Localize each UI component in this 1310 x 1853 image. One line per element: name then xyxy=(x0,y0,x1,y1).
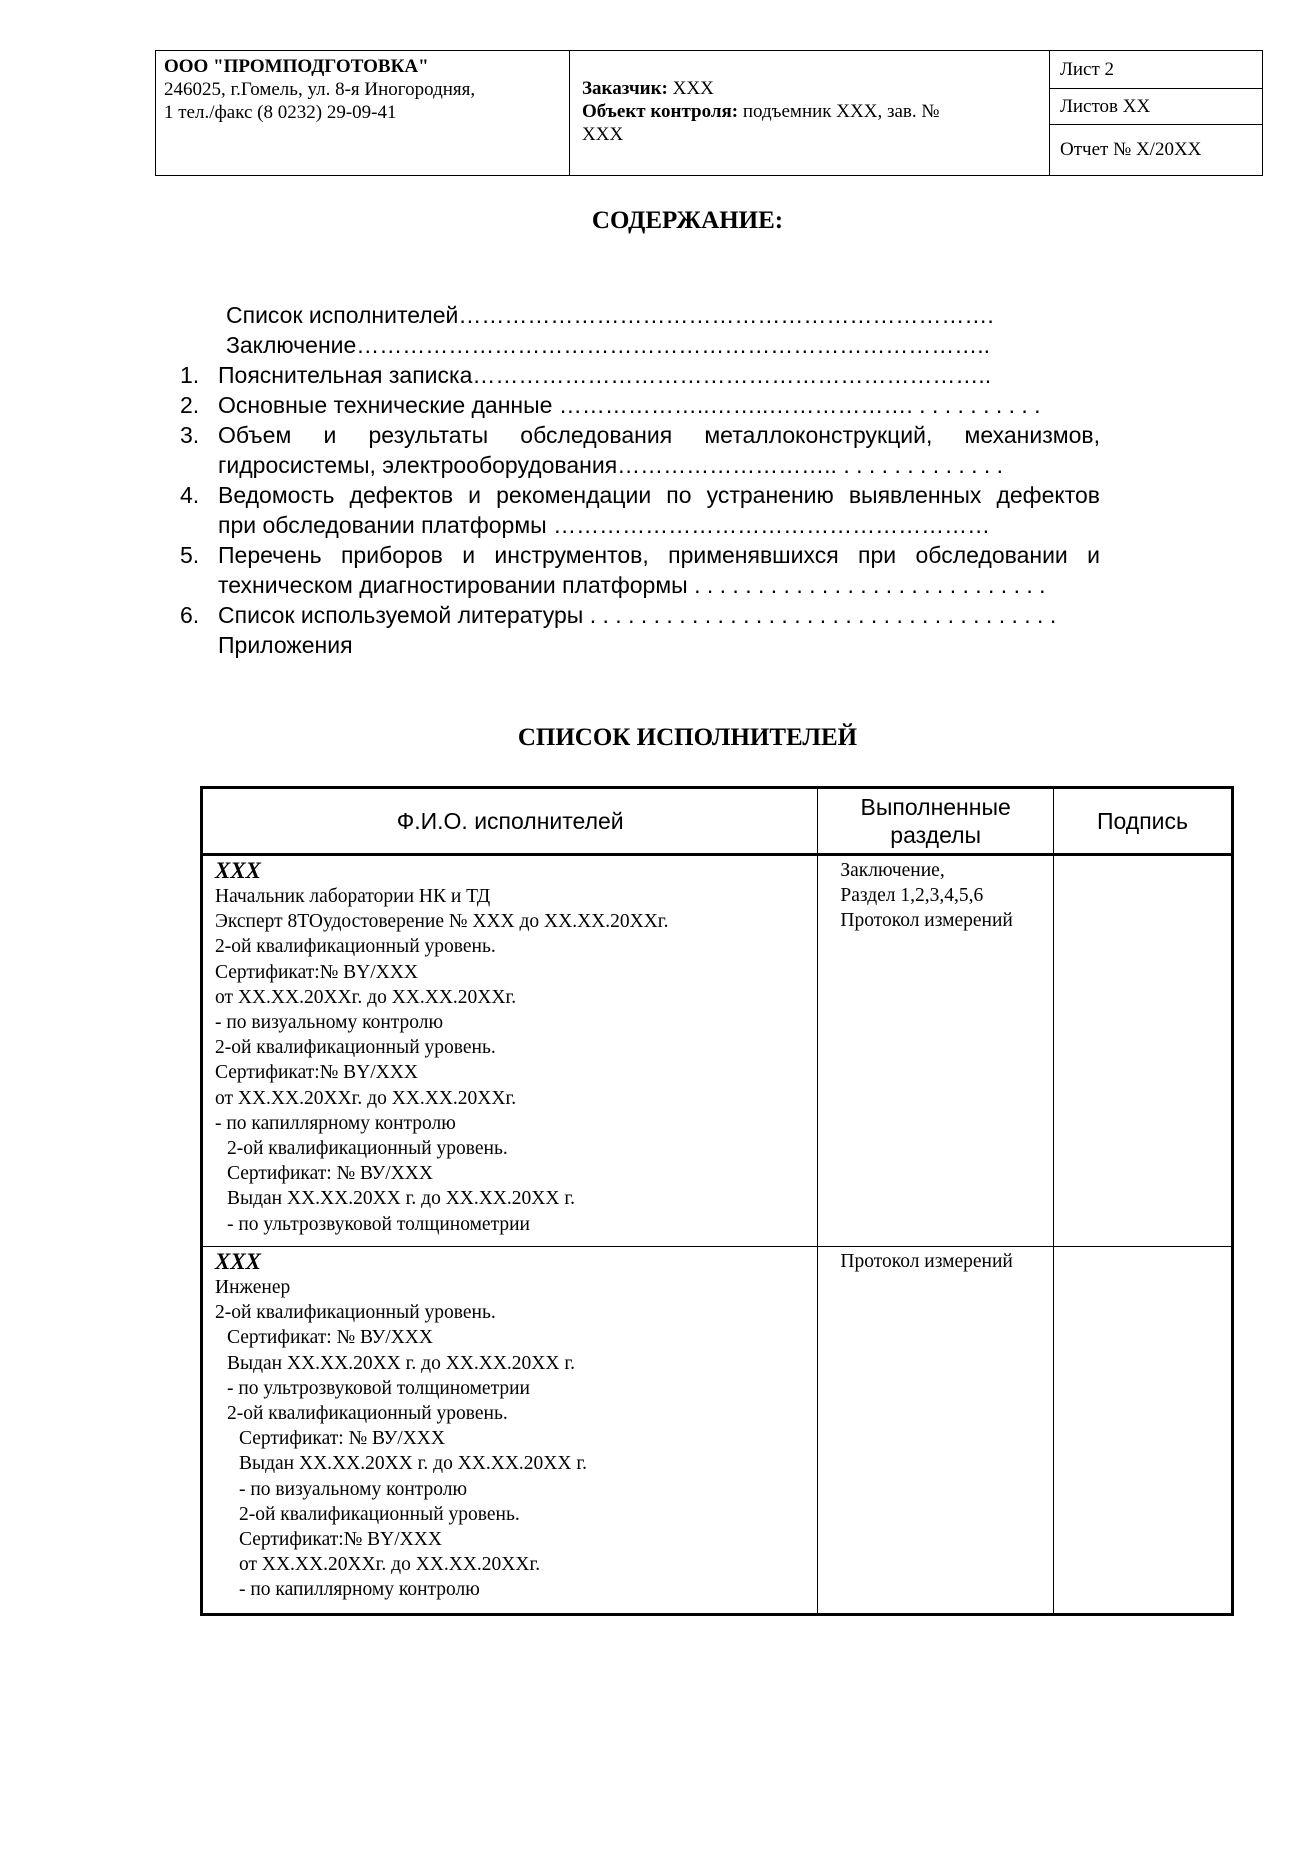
performer-detail-line: Сертификат:№ BY/ХХХ xyxy=(239,1529,442,1551)
sheet-count: Листов ХХ xyxy=(1050,88,1262,124)
toc-item-text xyxy=(218,600,1100,630)
performer-detail-line: Инженер xyxy=(215,1277,291,1298)
performer-detail-line: от ХХ.ХХ.20ХХг. до ХХ.ХХ.20ХХг. xyxy=(215,1087,517,1109)
performer-detail-line: Сертификат:№ BY/ХХХ xyxy=(215,961,418,983)
performer-detail-line: Выдан ХХ.ХХ.20ХХ г. до ХХ.ХХ.20ХХ г. xyxy=(227,1352,576,1374)
performer-detail-line: 2-ой квалификационный уровень. xyxy=(227,1403,508,1425)
performer-detail-line: от ХХ.ХХ.20ХХг. до ХХ.ХХ.20ХХг. xyxy=(239,1554,541,1576)
performer-name: ХХХ xyxy=(215,858,262,883)
signature-cell xyxy=(1053,855,1232,1247)
toc-item-plain: Список исполнителей……………………………………………………………. xyxy=(226,302,994,328)
toc-item-text xyxy=(218,390,1100,420)
sections-cell xyxy=(818,855,1054,1247)
performer-detail-line: Сертификат: № ВУ/ХХХ xyxy=(227,1327,433,1349)
performer-detail-line: 2-ой квалификационный уровень. xyxy=(215,936,496,958)
sections-cell xyxy=(818,1247,1054,1615)
performer-detail-line: 2-ой квалификационный уровень. xyxy=(239,1503,520,1525)
column-header-sections: Выполненные разделы xyxy=(818,788,1054,855)
performer-detail-line: 2-ой квалификационный уровень. xyxy=(227,1138,508,1160)
performer-detail-line: Выдан ХХ.ХХ.20ХХ г. до ХХ.ХХ.20ХХ г. xyxy=(227,1188,576,1210)
toc-item-number: 6. xyxy=(180,602,200,628)
toc-item-text xyxy=(218,540,1100,600)
performer-detail-line: от ХХ.ХХ.20ХХг. до ХХ.ХХ.20ХХг. xyxy=(215,986,517,1008)
toc-item-number: 4. xyxy=(180,482,200,508)
customer-block xyxy=(570,51,1050,175)
performer-detail-line: Выдан ХХ.ХХ.20ХХ г. до ХХ.ХХ.20ХХ г. xyxy=(239,1453,588,1475)
performer-detail-line: - по капиллярному контролю xyxy=(239,1579,480,1601)
object-label: Объект контроля: xyxy=(582,101,739,122)
performer-detail-line: - по визуальному контролю xyxy=(239,1478,468,1500)
report-number: Отчет № Х/20ХХ xyxy=(1050,124,1262,175)
section-line: Заключение, xyxy=(840,860,945,881)
organization-phone: 1 тел./факс (8 0232) 29-09-41 xyxy=(164,102,397,123)
performer-cell xyxy=(202,855,818,1247)
toc-item-number: 5. xyxy=(180,542,200,568)
toc-item-line: Основные технические данные ………………..……..………………. . . . . . . . . . . xyxy=(218,392,1041,418)
performer-detail-line: - по ультрозвуковой толщинометрии xyxy=(227,1377,530,1399)
performers-title: СПИСОК ИСПОЛНИТЕЛЕЙ xyxy=(517,724,858,751)
performer-detail-line: - по ультрозвуковой толщинометрии xyxy=(227,1213,530,1235)
sheet-info-block xyxy=(1050,51,1262,175)
toc-item-line: Объем и результаты обследования металлоконструкций, механизмов, xyxy=(218,422,1100,448)
section-line: Протокол измерений xyxy=(840,910,1013,932)
column-header-name: Ф.И.О. исполнителей xyxy=(202,788,818,855)
section-line: Протокол измерений xyxy=(840,1251,1013,1272)
performer-detail-line: Сертификат:№ BY/ХХХ xyxy=(215,1062,418,1084)
toc-item-line: техническом диагностировании платформы . . . . . . . . . . . . . . . . . . . . . . . . . . . . xyxy=(218,572,1046,598)
table-row xyxy=(202,1247,1233,1615)
toc-appendix: Приложения xyxy=(218,632,353,658)
performer-detail-line: Сертификат: № ВУ/ХХХ xyxy=(239,1428,445,1450)
toc-item-line: при обследовании платформы ………………………………………………… xyxy=(218,512,991,538)
performers-table xyxy=(200,786,1234,1616)
toc-item xyxy=(180,390,1100,420)
performer-detail-line: 2-ой квалификационный уровень. xyxy=(215,1037,496,1059)
table-of-contents xyxy=(180,300,1100,660)
organization-block xyxy=(156,51,570,175)
performer-detail-line: - по визуальному контролю xyxy=(215,1012,444,1034)
organization-address: 246025, г.Гомель, ул. 8-я Иногородняя, xyxy=(164,79,476,100)
toc-item-line: гидросистемы, электрооборудования……………………….. . . . . . . . . . . . . . xyxy=(218,452,1004,478)
toc-title: СОДЕРЖАНИЕ: xyxy=(591,207,784,234)
performer-detail-line: - по капиллярному контролю xyxy=(215,1112,456,1134)
customer-value: ХХХ xyxy=(667,78,714,99)
performer-detail-line: Начальник лаборатории НК и ТД xyxy=(215,886,491,907)
column-header-signature: Подпись xyxy=(1053,788,1232,855)
customer-label: Заказчик: xyxy=(582,78,668,99)
toc-item xyxy=(180,480,1100,540)
toc-item-text xyxy=(218,480,1100,540)
toc-item-number: 3. xyxy=(180,422,200,448)
signature-cell xyxy=(1053,1247,1232,1615)
object-value-continued: ХХХ xyxy=(582,124,624,145)
document-header-stamp xyxy=(155,50,1263,176)
toc-item-text xyxy=(218,360,1100,390)
toc-item xyxy=(180,540,1100,600)
section-line: Раздел 1,2,3,4,5,6 xyxy=(840,885,984,907)
table-row xyxy=(202,855,1233,1247)
toc-item-number: 1. xyxy=(180,362,200,388)
performer-detail-line: Эксперт 8ТОудостоверение № ХХХ до ХХ.ХХ.20ХХг. xyxy=(215,911,669,933)
performer-detail-line: 2-ой квалификационный уровень. xyxy=(215,1302,496,1324)
toc-item xyxy=(180,360,1100,390)
toc-item-number: 2. xyxy=(180,392,200,418)
toc-item-text xyxy=(218,420,1100,480)
toc-item-plain: Заключение……………………………………………………………………….. xyxy=(226,332,991,358)
sheet-number: Лист 2 xyxy=(1060,58,1115,80)
toc-item-line: Ведомость дефектов и рекомендации по устранению выявленных дефектов xyxy=(218,482,1100,508)
toc-item-line: Пояснительная записка………………………………………………………….. xyxy=(218,362,992,388)
performer-detail-line: Сертификат: № ВУ/ХХХ xyxy=(227,1163,433,1185)
organization-name: ООО "ПРОМПОДГОТОВКА" xyxy=(164,56,429,77)
object-value: подъемник ХХХ, зав. № xyxy=(738,101,940,122)
toc-item-line: Список используемой литературы . . . . . . . . . . . . . . . . . . . . . . . . . . . . . . . . . . . . . xyxy=(218,602,1057,628)
toc-item xyxy=(180,420,1100,480)
toc-item xyxy=(180,600,1100,630)
toc-item-line: Перечень приборов и инструментов, применявшихся при обследовании и xyxy=(218,542,1100,568)
performer-cell xyxy=(202,1247,818,1615)
performer-name: ХХХ xyxy=(215,1249,262,1274)
